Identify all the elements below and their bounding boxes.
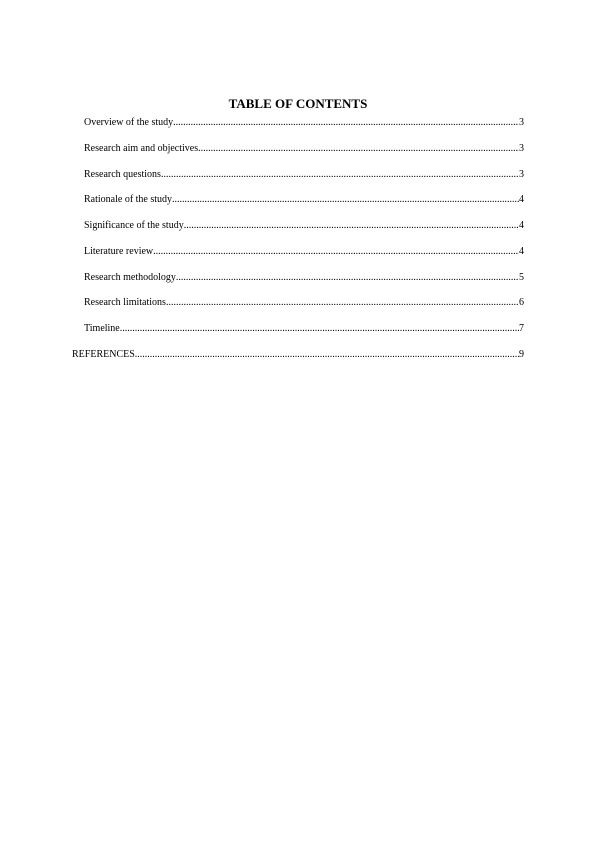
toc-page-number: 4 bbox=[519, 220, 524, 231]
toc-entry-label: Literature review bbox=[84, 246, 154, 257]
toc-page-number: 4 bbox=[519, 194, 524, 205]
toc-dot-leader bbox=[176, 271, 519, 284]
toc-page-number: 3 bbox=[519, 117, 524, 128]
toc-entry-methodology[interactable] bbox=[84, 271, 524, 284]
toc-entry-label: Research aim and objectives bbox=[84, 143, 199, 154]
toc-dot-leader bbox=[120, 322, 519, 335]
toc-page-number: 4 bbox=[519, 246, 524, 257]
toc-dot-leader bbox=[173, 116, 519, 129]
toc-page-number: 9 bbox=[519, 349, 524, 360]
toc-entry-rationale[interactable] bbox=[84, 193, 524, 206]
toc-page-number: 5 bbox=[519, 272, 524, 283]
toc-dot-leader bbox=[198, 142, 519, 155]
toc-entry-significance[interactable] bbox=[84, 219, 524, 232]
toc-entry-literature-review[interactable] bbox=[84, 245, 524, 258]
toc-entry-overview[interactable] bbox=[84, 116, 524, 129]
toc-entry-timeline[interactable] bbox=[84, 322, 524, 335]
toc-dot-leader bbox=[153, 245, 519, 258]
toc-dot-leader bbox=[161, 168, 519, 181]
toc-entry-label: Timeline bbox=[84, 323, 120, 334]
toc-entry-label: Overview of the study bbox=[84, 117, 174, 128]
toc-title: TABLE OF CONTENTS bbox=[228, 96, 368, 111]
toc-entry-label: Research questions bbox=[84, 169, 161, 180]
toc-dot-leader bbox=[184, 219, 519, 232]
toc-dot-leader bbox=[172, 193, 519, 206]
toc-entry-references[interactable] bbox=[72, 348, 524, 361]
toc-page-number: 7 bbox=[519, 323, 524, 334]
toc-dot-leader bbox=[166, 296, 519, 309]
toc-dot-leader bbox=[135, 348, 519, 361]
toc-entry-research-questions[interactable] bbox=[84, 168, 524, 181]
toc-entry-label: Research methodology bbox=[84, 272, 176, 283]
toc-entry-limitations[interactable] bbox=[84, 296, 524, 309]
toc-entry-label: Research limitations bbox=[84, 297, 166, 308]
toc-entry-aim-objectives[interactable] bbox=[84, 142, 524, 155]
toc-entry-label: Rationale of the study bbox=[84, 194, 173, 205]
toc-page-number: 6 bbox=[519, 297, 524, 308]
toc-page-number: 3 bbox=[519, 143, 524, 154]
toc-entry-label: REFERENCES bbox=[72, 349, 135, 360]
toc-page-number: 3 bbox=[519, 169, 524, 180]
toc-entry-label: Significance of the study bbox=[84, 220, 184, 231]
